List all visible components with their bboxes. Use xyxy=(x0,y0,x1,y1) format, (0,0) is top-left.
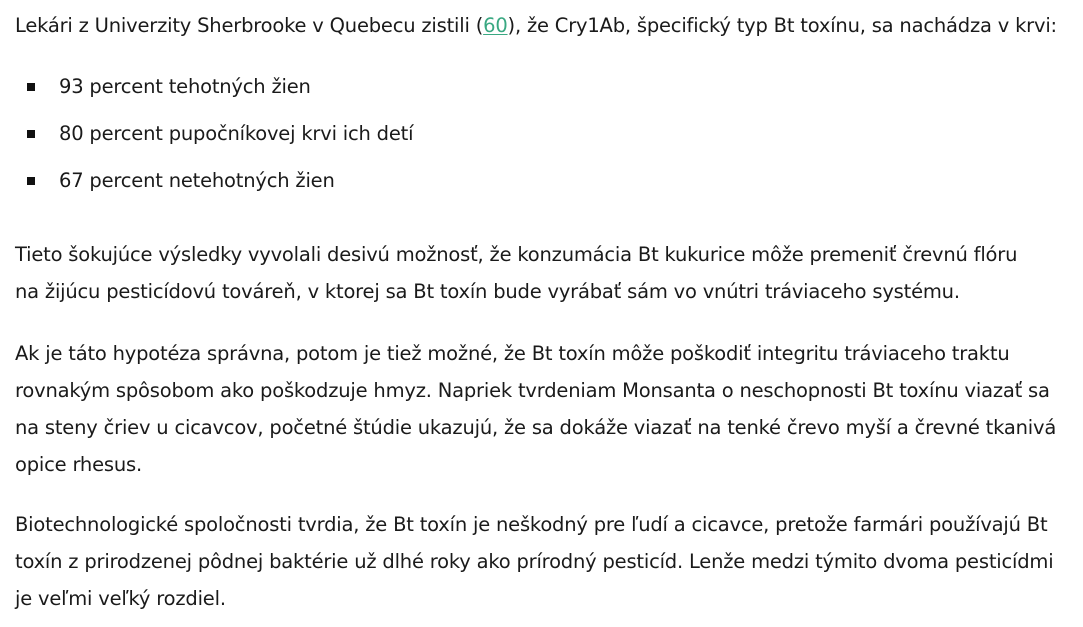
text-line: Biotechnologické spoločnosti tvrdia, že Bt toxín je neškodný pre ľudí a cicavce, pretože farmári používajú Bt xyxy=(15,513,1048,536)
list-item xyxy=(15,72,413,119)
paragraph-hypothesis xyxy=(15,335,1056,483)
square-bullet-icon xyxy=(27,177,35,185)
text-line: opice rhesus. xyxy=(15,453,142,476)
list-item-text: 67 percent netehotných žien xyxy=(59,169,335,192)
reference-link[interactable]: 60 xyxy=(483,14,508,37)
text-line: Ak je táto hypotéza správna, potom je tiež možné, že Bt toxín môže poškodiť integritu tráviaceho traktu xyxy=(15,342,1010,365)
text-line: je veľmi veľký rozdiel. xyxy=(15,587,226,610)
list-item-text: 93 percent tehotných žien xyxy=(59,75,311,98)
intro-paragraph xyxy=(15,11,1057,41)
list-item-text: 80 percent pupočníkovej krvi ich detí xyxy=(59,122,414,145)
text-line: na steny čriev u cicavcov, početné štúdie ukazujú, že sa dokáže viazať na tenké črevo myší a črevné tkanivá xyxy=(15,416,1057,439)
list-item xyxy=(15,166,413,213)
paragraph-biotech-claims xyxy=(15,506,1053,617)
text-line: toxín z prirodzenej pôdnej baktérie už dlhé roky ako prírodný pesticíd. Lenže medzi týmito dvoma pesticídmi xyxy=(15,550,1054,573)
list-item xyxy=(15,119,413,166)
statistics-list xyxy=(15,72,413,213)
text-line: na žijúcu pesticídovú továreň, v ktorej sa Bt toxín bude vyrábať sám vo vnútri tráviaceho systému. xyxy=(15,280,960,303)
text-line: rovnakým spôsobom ako poškodzuje hmyz. Napriek tvrdeniam Monsanta o neschopnosti Bt toxínu viazať sa xyxy=(15,379,1050,402)
paragraph-gut-flora xyxy=(15,236,1017,310)
square-bullet-icon xyxy=(27,130,35,138)
intro-text-before: Lekári z Univerzity Sherbrooke v Quebecu zistili ( xyxy=(15,14,484,37)
intro-text-after: ), že Cry1Ab, špecifický typ Bt toxínu, sa nachádza v krvi: xyxy=(507,14,1057,37)
text-line: Tieto šokujúce výsledky vyvolali desivú možnosť, že konzumácia Bt kukurice môže premeniť črevnú flóru xyxy=(15,243,1018,266)
square-bullet-icon xyxy=(27,83,35,91)
